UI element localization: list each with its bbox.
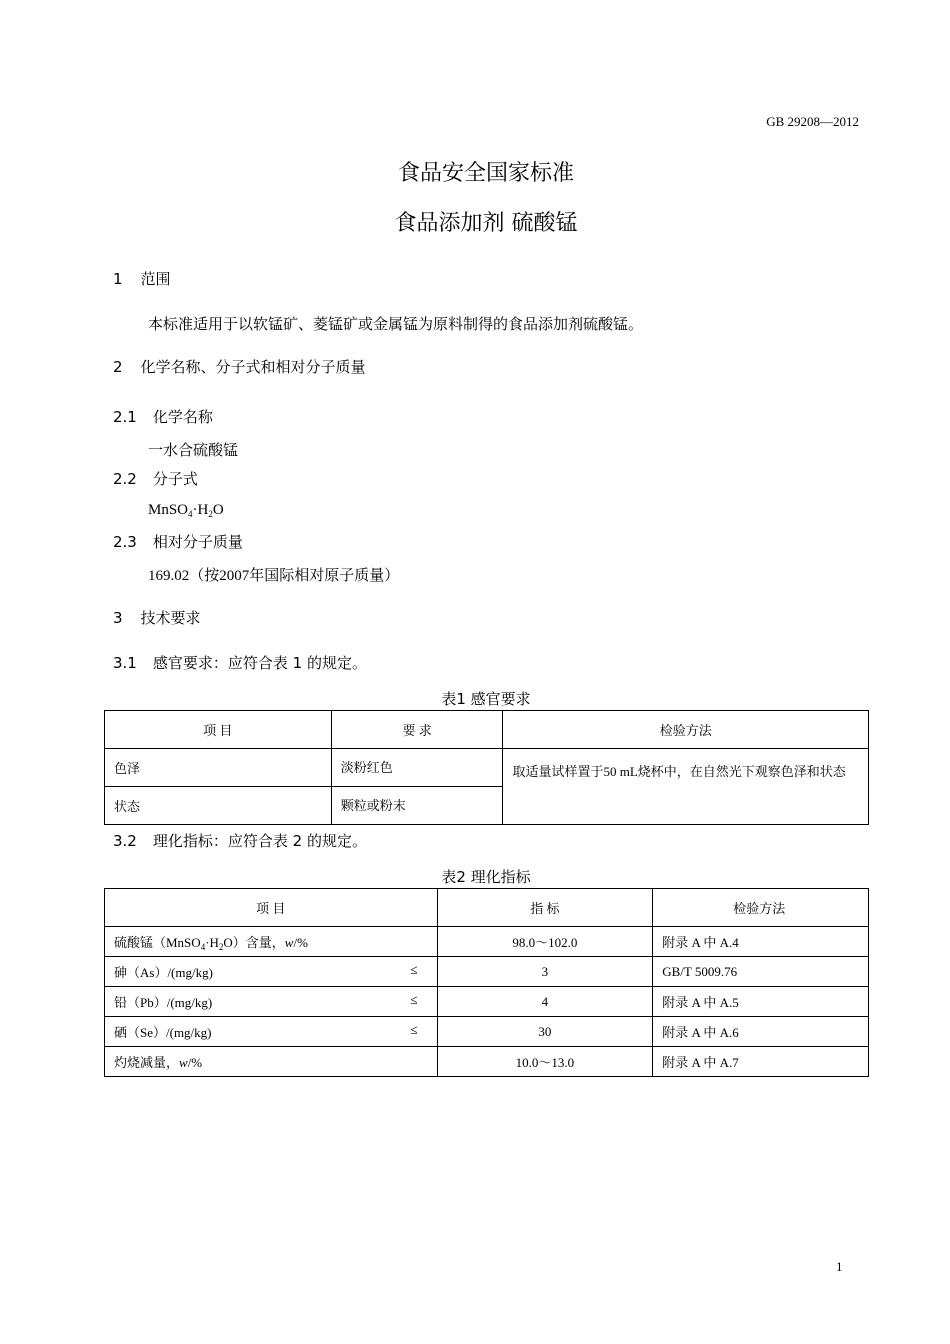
table-row	[105, 1047, 869, 1077]
value-cell: 3	[437, 957, 653, 987]
section-number: 3.2	[113, 832, 137, 850]
section-number: 2.3	[113, 533, 137, 551]
section-number: 3.1	[113, 654, 137, 672]
molecular-formula: $MnSO_4\cdot H_2O$	[148, 502, 224, 519]
table-row	[105, 927, 869, 957]
table-row	[105, 749, 869, 787]
header-method: 检验方法	[503, 711, 869, 749]
section-title: 范围	[140, 270, 171, 288]
section-3-1-heading	[113, 652, 367, 673]
section-number: 1	[113, 270, 123, 288]
section-number: 2.1	[113, 408, 137, 426]
item-cell: 色泽	[105, 749, 332, 787]
requirement-cell: 颗粒或粉末	[331, 787, 503, 825]
header-item: 项 目	[105, 889, 438, 927]
header-item: 项 目	[105, 711, 332, 749]
section-title: 相对分子质量	[152, 533, 243, 551]
section-text: 理化指标：应符合表 2 的规定。	[152, 832, 367, 850]
section-number: 2	[113, 358, 123, 376]
section-1-heading	[113, 268, 171, 289]
section-3-heading	[113, 607, 201, 628]
item-cell: 砷（As）/(mg/kg) ≤	[105, 957, 438, 987]
table-2-physicochemical	[104, 888, 869, 1077]
table-1-caption: 表1 感官要求	[441, 690, 531, 708]
table-2-caption: 表2 理化指标	[441, 868, 531, 886]
method-cell: 附录 A 中 A.7	[653, 1047, 869, 1077]
molecular-mass: 169.02（按2007年国际相对原子质量）	[148, 568, 400, 584]
standard-number: GB 29208—2012	[766, 114, 859, 129]
value-cell: 4	[437, 987, 653, 1017]
header-requirement: 要 求	[331, 711, 503, 749]
value-cell: 10.0～13.0	[437, 1047, 653, 1077]
table-row	[105, 1017, 869, 1047]
value-cell: 98.0～102.0	[437, 927, 653, 957]
table-1-sensory	[104, 710, 869, 825]
table-header-row	[105, 889, 869, 927]
table-row	[105, 957, 869, 987]
document-title: 食品安全国家标准	[397, 161, 574, 186]
method-cell: 附录 A 中 A.6	[653, 1017, 869, 1047]
section-number: 2.2	[113, 470, 137, 488]
section-title: 分子式	[152, 470, 198, 488]
section-2-2-heading	[113, 468, 198, 489]
item-cell: 灼烧减量，w/%	[105, 1047, 438, 1077]
item-cell: 硒（Se）/(mg/kg) ≤	[105, 1017, 438, 1047]
header-method: 检验方法	[653, 889, 869, 927]
section-3-2-heading	[113, 830, 367, 851]
item-cell: 硫酸锰$(MnSO_4\cdot H_2O)$含量，w/%	[105, 927, 438, 957]
section-title: 技术要求	[140, 609, 201, 627]
scope-text: 本标准适用于以软锰矿、菱锰矿或金属锰为原料制得的食品添加剂硫酸锰。	[148, 317, 644, 333]
section-title: 化学名称、分子式和相对分子质量	[140, 358, 366, 376]
document-subtitle: 食品添加剂 硫酸锰	[394, 211, 578, 236]
method-cell: 附录 A 中 A.5	[653, 987, 869, 1017]
item-cell: 铅（Pb）/(mg/kg) ≤	[105, 987, 438, 1017]
item-cell: 状态	[105, 787, 332, 825]
method-cell: 附录 A 中 A.4	[653, 927, 869, 957]
section-2-1-heading	[113, 406, 213, 427]
table-row	[105, 987, 869, 1017]
header-value: 指 标	[437, 889, 653, 927]
section-number: 3	[113, 609, 123, 627]
table-header-row	[105, 711, 869, 749]
section-title: 化学名称	[152, 408, 213, 426]
section-2-heading	[113, 356, 366, 377]
page-number: 1	[836, 1259, 843, 1274]
method-cell: 取适量试样置于50 mL烧杯中，在自然光下观察色泽和状态	[503, 749, 869, 825]
section-text: 感官要求：应符合表 1 的规定。	[152, 654, 367, 672]
method-cell: GB/T 5009.76	[653, 957, 869, 987]
section-2-3-heading	[113, 531, 243, 552]
requirement-cell: 淡粉红色	[331, 749, 503, 787]
chemical-name: 一水合硫酸锰	[148, 443, 239, 459]
value-cell: 30	[437, 1017, 653, 1047]
